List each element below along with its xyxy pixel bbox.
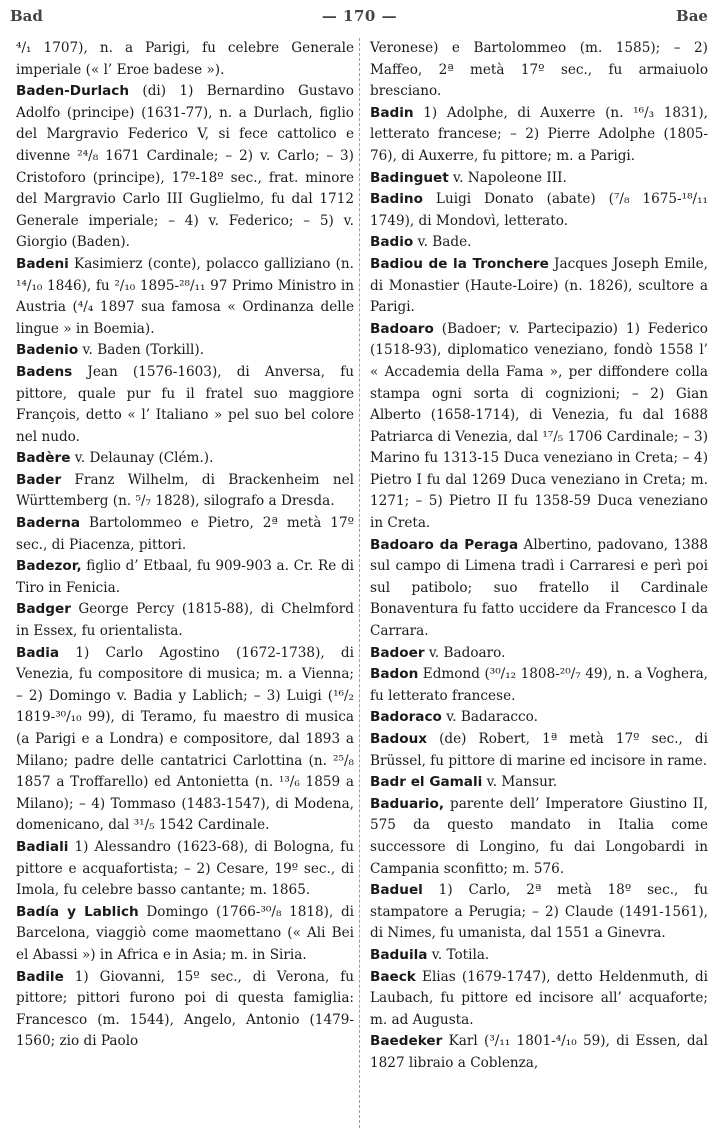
entry-headword: Badoer bbox=[370, 644, 425, 661]
dictionary-entry bbox=[16, 362, 354, 448]
entry-headword: Badon bbox=[370, 666, 419, 683]
entry-text: Luigi Donato (abate) (⁷/₈ 1675-¹⁸/₁₁ 1749), di Mondovì, letterato. bbox=[370, 191, 708, 229]
entry-text: 1) Adolphe, di Auxerre (n. ¹⁶/₃ 1831), letterato francese; – 2) Pierre Adolphe (1805-76), di Auxerre, fu pittore; m. a Parigi. bbox=[370, 104, 708, 164]
header-left-guideword: Bad bbox=[10, 7, 43, 25]
entry-text: (Badoer; v. Partecipazio) 1) Federico (1518-93), diplomatico veneziano, fondò 1558 l’ « Accademia della Fama », per diffondere colla stampa ogni sorta di cognizioni; – 2) Gian Alberto (1658-1714), di Venezia, fu dal 1688 Patriarca di Venezia, dal ¹⁷/₅ 1706 Cardinale; – 3) Marino fu 1313-15 Duca veneziano in Creta; – 4) Pietro I fu dal 1269 Duca veneziano in Creta; m. 1271; – 5) Pietro II fu 1358-59 Duca veneziano in Creta. bbox=[370, 320, 708, 532]
entry-text: v. Totila. bbox=[427, 946, 490, 963]
entry-headword: Badinguet bbox=[370, 169, 449, 186]
entry-headword: Baduario, bbox=[370, 795, 444, 812]
dictionary-entry bbox=[16, 470, 354, 513]
dictionary-entry bbox=[370, 254, 708, 319]
entry-headword: Badino bbox=[370, 191, 423, 208]
dictionary-entry bbox=[16, 448, 354, 470]
entry-text: v. Delaunay (Clém.). bbox=[70, 450, 214, 467]
entry-text: (de) Robert, 1ª metà 17º sec., di Brüssel, fu pittore di marine ed incisore in rame. bbox=[370, 731, 708, 769]
entry-text: Jacques Joseph Emile, di Monastier (Haute-Loire) (n. 1826), scultore a Parigi. bbox=[370, 255, 708, 316]
entry-headword: Baedeker bbox=[370, 1033, 443, 1050]
dictionary-entry bbox=[16, 556, 354, 599]
entry-headword: Badio bbox=[370, 234, 414, 251]
entry-headword: Badezor, bbox=[16, 558, 82, 575]
entry-text: Karl (³/₁₁ 1801-⁴/₁₀ 59), di Essen, dal 1827 libraio a Coblenza, bbox=[370, 1033, 708, 1071]
entry-text: Kasimierz (conte), polacco galliziano (n. ¹⁴/₁₀ 1846), fu ²/₁₀ 1895-²⁸/₁₁ 97 Primo Ministro in Austria (⁴/₄ 1897 sua famosa « Ordinanza delle lingue » in Boemia). bbox=[16, 255, 354, 337]
dictionary-entry bbox=[370, 707, 708, 729]
entry-headword: Badenio bbox=[16, 342, 79, 359]
entry-text: v. Badoaro. bbox=[424, 644, 506, 661]
dictionary-entry bbox=[370, 794, 708, 880]
entry-text: parente dell’ Imperatore Giustino II, 575 da questo mandato in Italia come successore di Longino, fu dai Longobardi in Campania sconfitto; m. 576. bbox=[370, 795, 708, 877]
dictionary-entry bbox=[16, 254, 354, 340]
dictionary-entry bbox=[16, 81, 354, 254]
dictionary-entry bbox=[370, 729, 708, 772]
entry-text: 1) Carlo Agostino (1672-1738), di Venezia, fu compositore di musica; m. a Vienna; – 2) Domingo v. Badia y Lablich; – 3) Luigi (¹⁶/₂ 1819-³⁰/₁₀ 99), di Teramo, fu maestro di musica (a Parigi e a Londra) e compositore, dal 1893 a Milano; padre delle cantatrici Carlottina (n. ²⁵/₈ 1857 a Troffarello) ed Antonietta (n. ¹³/₆ 1859 a Milano); – 4) Tommaso (1483-1547), di Modena, domenicano, dal ³¹/₅ 1542 Cardinale. bbox=[16, 644, 354, 834]
entry-text: Veronese) e Bartolommeo (m. 1585); – 2) Maffeo, 2ª metà 17º sec., fu armaiuolo bresciano. bbox=[370, 40, 708, 100]
entry-headword: Badoaro da Peraga bbox=[370, 536, 519, 553]
dictionary-entry bbox=[370, 1031, 708, 1074]
entry-text: George Percy (1815-88), di Chelmford in Essex, fu orientalista. bbox=[16, 601, 354, 640]
dictionary-entry bbox=[370, 319, 708, 535]
right-column bbox=[370, 38, 708, 1075]
entry-text: figlio d’ Etbaal, fu 909-903 a. Cr. Re di Tiro in Fenicia. bbox=[16, 558, 354, 596]
entry-text: 1) Alessandro (1623-68), di Bologna, fu pittore e acquafortista; – 2) Cesare, 19º sec., di Imola, fu celebre basso cantante; m. 1865. bbox=[16, 838, 354, 899]
entry-headword: Badoaro bbox=[370, 320, 434, 337]
dictionary-entry bbox=[16, 902, 354, 967]
entry-text: Jean (1576-1603), di Anversa, fu pittore, quale pur fu il fratel suo maggiore François, detto « l’ Italiano » pel suo bel colore nel nudo. bbox=[16, 363, 354, 445]
dictionary-entry bbox=[370, 232, 708, 254]
left-column bbox=[16, 38, 354, 1053]
entry-text: Franz Wilhelm, di Brackenheim nel Württemberg (n. ⁵/₇ 1828), silografo a Dresda. bbox=[16, 471, 354, 510]
dictionary-entry bbox=[16, 643, 354, 837]
dictionary-entry bbox=[16, 38, 354, 81]
dictionary-entry bbox=[370, 38, 708, 103]
entry-headword: Badger bbox=[16, 601, 71, 618]
dictionary-entry bbox=[370, 189, 708, 232]
entry-text: v. Bade. bbox=[413, 234, 472, 251]
entry-headword: Badeni bbox=[16, 255, 69, 272]
dictionary-entry bbox=[370, 103, 708, 168]
header-right-guideword: Bae bbox=[676, 7, 708, 25]
dictionary-entry bbox=[16, 513, 354, 556]
entry-headword: Bader bbox=[16, 471, 62, 488]
entry-headword: Badía y Lablich bbox=[16, 903, 139, 920]
entry-text: v. Baden (Torkill). bbox=[78, 342, 205, 359]
entry-text: v. Napoleone III. bbox=[448, 169, 567, 186]
entry-headword: Badr el Gamali bbox=[370, 774, 483, 791]
page-header bbox=[10, 4, 708, 28]
column-divider bbox=[359, 38, 360, 1128]
dictionary-entry bbox=[370, 880, 708, 945]
dictionary-entry bbox=[370, 772, 708, 794]
entry-text: 1) Carlo, 2ª metà 18º sec., fu stampatore a Perugia; – 2) Claude (1491-1561), di Nimes, fu umanista, dal 1551 a Ginevra. bbox=[370, 882, 708, 942]
entry-text: v. Mansur. bbox=[482, 774, 558, 791]
dictionary-entry bbox=[16, 340, 354, 362]
dictionary-entry bbox=[370, 168, 708, 190]
entry-headword: Baduila bbox=[370, 946, 428, 963]
entry-headword: Badoux bbox=[370, 731, 428, 747]
entry-headword: Baden-Durlach bbox=[16, 83, 130, 100]
page-number: — 170 — bbox=[321, 7, 398, 25]
dictionary-entry bbox=[370, 664, 708, 707]
entry-headword: Badoraco bbox=[370, 709, 442, 726]
entry-text: Albertino, padovano, 1388 sul campo di Limena tradì i Carraresi e perì poi sul patibolo; suo fratello il Cardinale Bonaventura fu fatto uccidere da Francesco I da Carrara. bbox=[370, 536, 708, 640]
entry-text: Bartolommeo e Pietro, 2ª metà 17º sec., di Piacenza, pittori. bbox=[16, 515, 354, 553]
entry-text: Edmond (³⁰/₁₂ 1808-²⁰/₇ 49), n. a Voghera, fu letterato francese. bbox=[370, 666, 708, 704]
entry-headword: Badiali bbox=[16, 838, 69, 855]
entry-text: v. Badaracco. bbox=[441, 709, 538, 726]
entry-text: Domingo (1766-³⁰/₈ 1818), di Barcelona, viaggiò come maomettano (« Ali Bei el Abassi ») in Africa e in Asia; m. in Siria. bbox=[16, 903, 354, 963]
dictionary-entry bbox=[370, 643, 708, 665]
entry-headword: Badia bbox=[16, 644, 60, 661]
entry-text: ⁴/₁ 1707), n. a Parigi, fu celebre Generale imperiale (« l’ Eroe badese »). bbox=[16, 40, 354, 78]
entry-headword: Badens bbox=[16, 363, 73, 380]
dictionary-entry bbox=[370, 945, 708, 967]
entry-headword: Baderna bbox=[16, 515, 81, 532]
dictionary-entry bbox=[16, 599, 354, 642]
entry-headword: Badiou de la Tronchere bbox=[370, 255, 549, 272]
dictionary-entry bbox=[16, 837, 354, 902]
entry-text: (di) 1) Bernardino Gustavo Adolfo (principe) (1631-77), n. a Durlach, figlio del Margravio Federico V, si fece cattolico e divenne ²⁴/₈ 1671 Cardinale; – 2) v. Carlo; – 3) Cristoforo (principe), 17º-18º sec., frat. minore del Margravio Carlo III Guglielmo, fu dal 1712 Generale imperiale; – 4) v. Federico; – 5) v. Giorgio (Baden). bbox=[16, 83, 354, 251]
entry-headword: Badin bbox=[370, 104, 414, 121]
entry-headword: Badère bbox=[16, 450, 71, 467]
entry-headword: Baduel bbox=[370, 882, 423, 899]
dictionary-entry bbox=[370, 535, 708, 643]
entry-headword: Badile bbox=[16, 968, 64, 985]
entry-headword: Baeck bbox=[370, 968, 416, 985]
entry-text: 1) Giovanni, 15º sec., di Verona, fu pittore; pittori furono poi di questa famiglia: Francesco (m. 1544), Angelo, Antonio (1479-1560; zio di Paolo bbox=[16, 968, 354, 1050]
dictionary-entry bbox=[370, 967, 708, 1032]
dictionary-entry bbox=[16, 967, 354, 1053]
entry-text: Elias (1679-1747), detto Heldenmuth, di Laubach, fu pittore ed incisore all’ acquaforte; m. ad Augusta. bbox=[370, 968, 708, 1028]
